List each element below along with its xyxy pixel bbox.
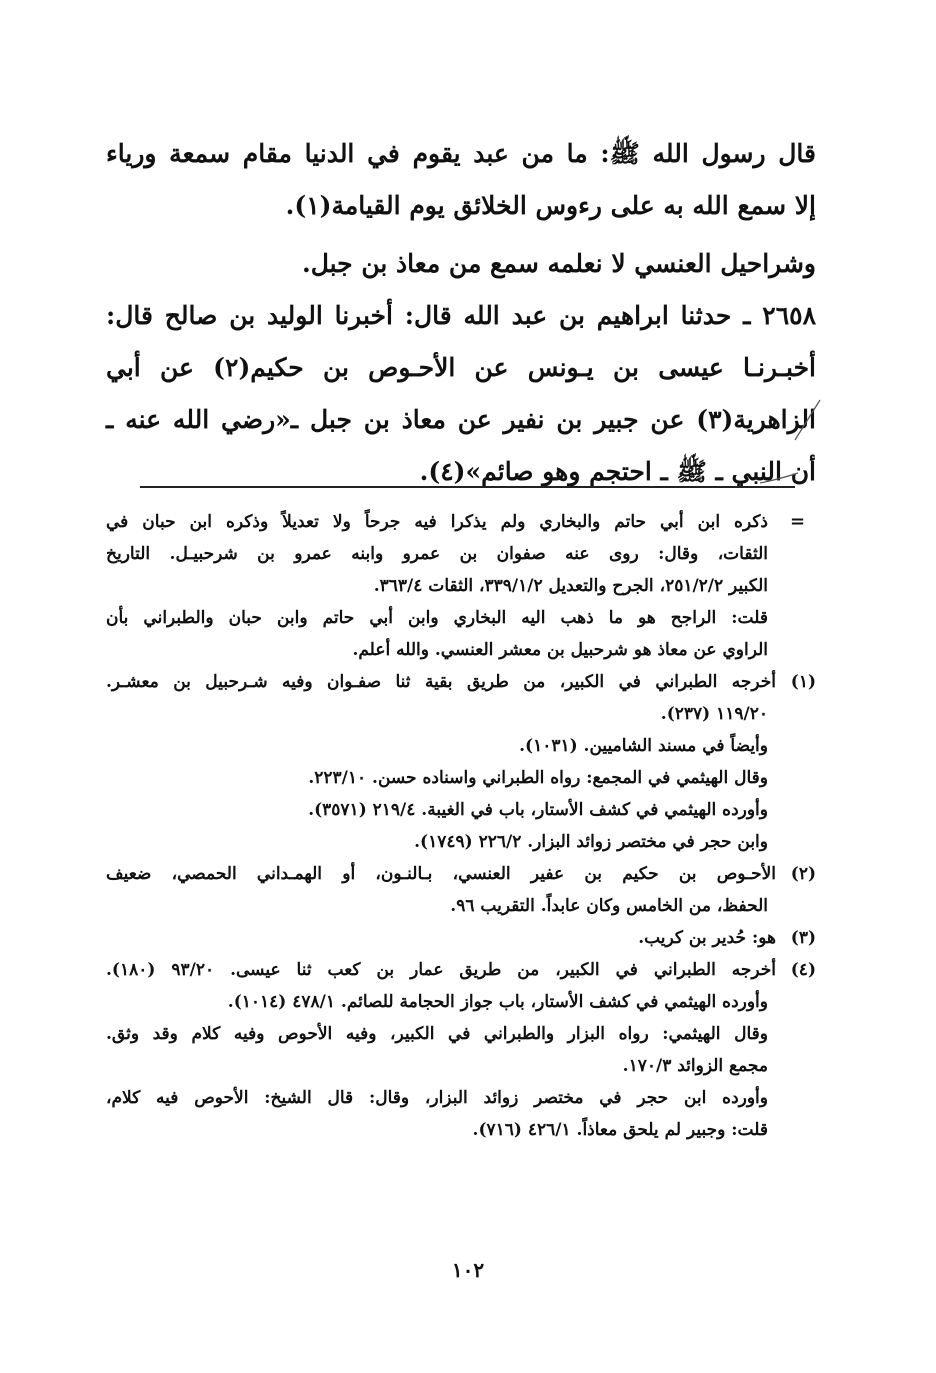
footnote-line: الثقات، وقال: روى عنه صفوان بن عمرو وابنه عمرو بن شرحبيـل. التاريخ bbox=[106, 544, 768, 564]
footnotes-block bbox=[106, 506, 816, 1146]
footnote-line: الحفظ، من الخامس وكان عابداً. التقريب ٩٦. bbox=[450, 896, 768, 916]
footnote-2 bbox=[106, 858, 816, 922]
main-text-line: الزاهرية(٣) عن جبير بن نفير عن معاذ بن جبل ـ«رضي الله عنه ـ bbox=[106, 405, 816, 434]
footnote-continuation bbox=[106, 506, 816, 666]
footnote-line: ذكره ابن أبي حاتم والبخاري ولم يذكرا فيه جرحاً ولا تعديلاً وذكره ابن حبان في bbox=[106, 512, 768, 532]
footnote-3 bbox=[106, 922, 816, 954]
footnote-line: الراوي عن معاذ هو شرحبيل بن معشر العنسي. والله أعلم. bbox=[352, 640, 768, 660]
footnote-line: قلت: وجبير لم يلحق معاذاً. ٤٢٦/١ (٧١٦). bbox=[472, 1120, 768, 1140]
main-text-line: قال رسول الله ﷺ: ما من عبد يقوم في الدنيا مقام سمعة ورياء bbox=[106, 139, 816, 168]
footnote-line: هو: حُدير بن كريب. bbox=[638, 928, 776, 948]
footnote-separator bbox=[140, 486, 795, 488]
footnote-marker: (١) bbox=[790, 672, 816, 692]
pen-scribble-mark bbox=[700, 395, 830, 495]
footnote-line: وأيضاً في مسند الشاميين. (١٠٣١). bbox=[519, 736, 768, 756]
main-text-line: أخبـرنـا عيسى بن يـونس عن الأحـوص بن حكيم(٢) عن أبي bbox=[106, 353, 816, 382]
footnote-line: وأورده الهيثمي في كشف الأستار، باب جواز الحجامة للصائم. ٤٧٨/١ (١٠١٤). bbox=[227, 992, 768, 1012]
footnote-line: وأورده الهيثمي في كشف الأستار، باب في الغيبة. ٢١٩/٤ (٣٥٧١). bbox=[308, 800, 768, 820]
page-number: ١٠٢ bbox=[451, 1258, 485, 1282]
continuation-marker: = bbox=[790, 511, 806, 532]
main-text-line: ٢٦٥٨ ـ حدثنا ابراهيم بن عبد الله قال: أخبرنا الوليد بن صالح قال: bbox=[106, 301, 816, 330]
footnote-line: وقال الهيثمي: رواه البزار والطبراني في الكبير، وفيه الأحوص وفيه كلام وقد وثق. bbox=[106, 1024, 768, 1044]
main-text-line: أن النبي ـ ﷺ ـ احتجم وهو صائم»(٤). bbox=[419, 457, 816, 486]
footnote-line: أخرجه الطبراني في الكبير، من طريق عمار بن كعب ثنا عيسى. ٩٣/٢٠ (١٨٠). bbox=[106, 960, 776, 980]
footnote-marker: (٤) bbox=[790, 960, 816, 980]
main-text-line: إلا سمع الله به على رءوس الخلائق يوم القيامة(١). bbox=[285, 191, 816, 220]
footnote-line: مجمع الزوائد ١٧٠/٣. bbox=[622, 1056, 768, 1076]
footnote-line: وأورده ابن حجر في مختصر زوائد البزار، وقال: قال الشيخ: الأحوص فيه كلام، bbox=[106, 1088, 768, 1108]
footnote-line: ١١٩/٢٠ (٢٣٧). bbox=[660, 704, 768, 724]
footnote-4 bbox=[106, 954, 816, 1146]
footnote-line: الأحـوص بن حكيم بن عفير العنسي، بـالنـون، أو الهمـداني الحمصي، ضعيف bbox=[106, 864, 776, 884]
footnote-line: قلت: الراجح هو ما ذهب اليه البخاري وابن أبي حاتم وابن حبان والطبراني بأن bbox=[106, 608, 768, 628]
main-text-line: وشراحيل العنسي لا نعلمه سمع من معاذ بن جبل. bbox=[302, 249, 816, 278]
footnote-marker: (٣) bbox=[790, 928, 816, 948]
footnote-line: وقال الهيثمي في المجمع: رواه الطبراني واسناده حسن. ٢٢٣/١٠. bbox=[308, 768, 768, 788]
footnote-line: وابن حجر في مختصر زوائد البزار. ٢٢٦/٢ (١٧٤٩). bbox=[414, 832, 768, 852]
footnote-line: أخرجه الطبراني في الكبير، من طريق بقية ثنا صفـوان وفيه شـرحبيل بن معشـر. bbox=[106, 672, 776, 692]
footnote-marker: (٢) bbox=[790, 864, 816, 884]
footnote-1 bbox=[106, 666, 816, 858]
footnote-line: الكبير ٢٥١/٢/٢، الجرح والتعديل ٣٣٩/١/٢، الثقات ٣٦٣/٤. bbox=[373, 576, 768, 596]
